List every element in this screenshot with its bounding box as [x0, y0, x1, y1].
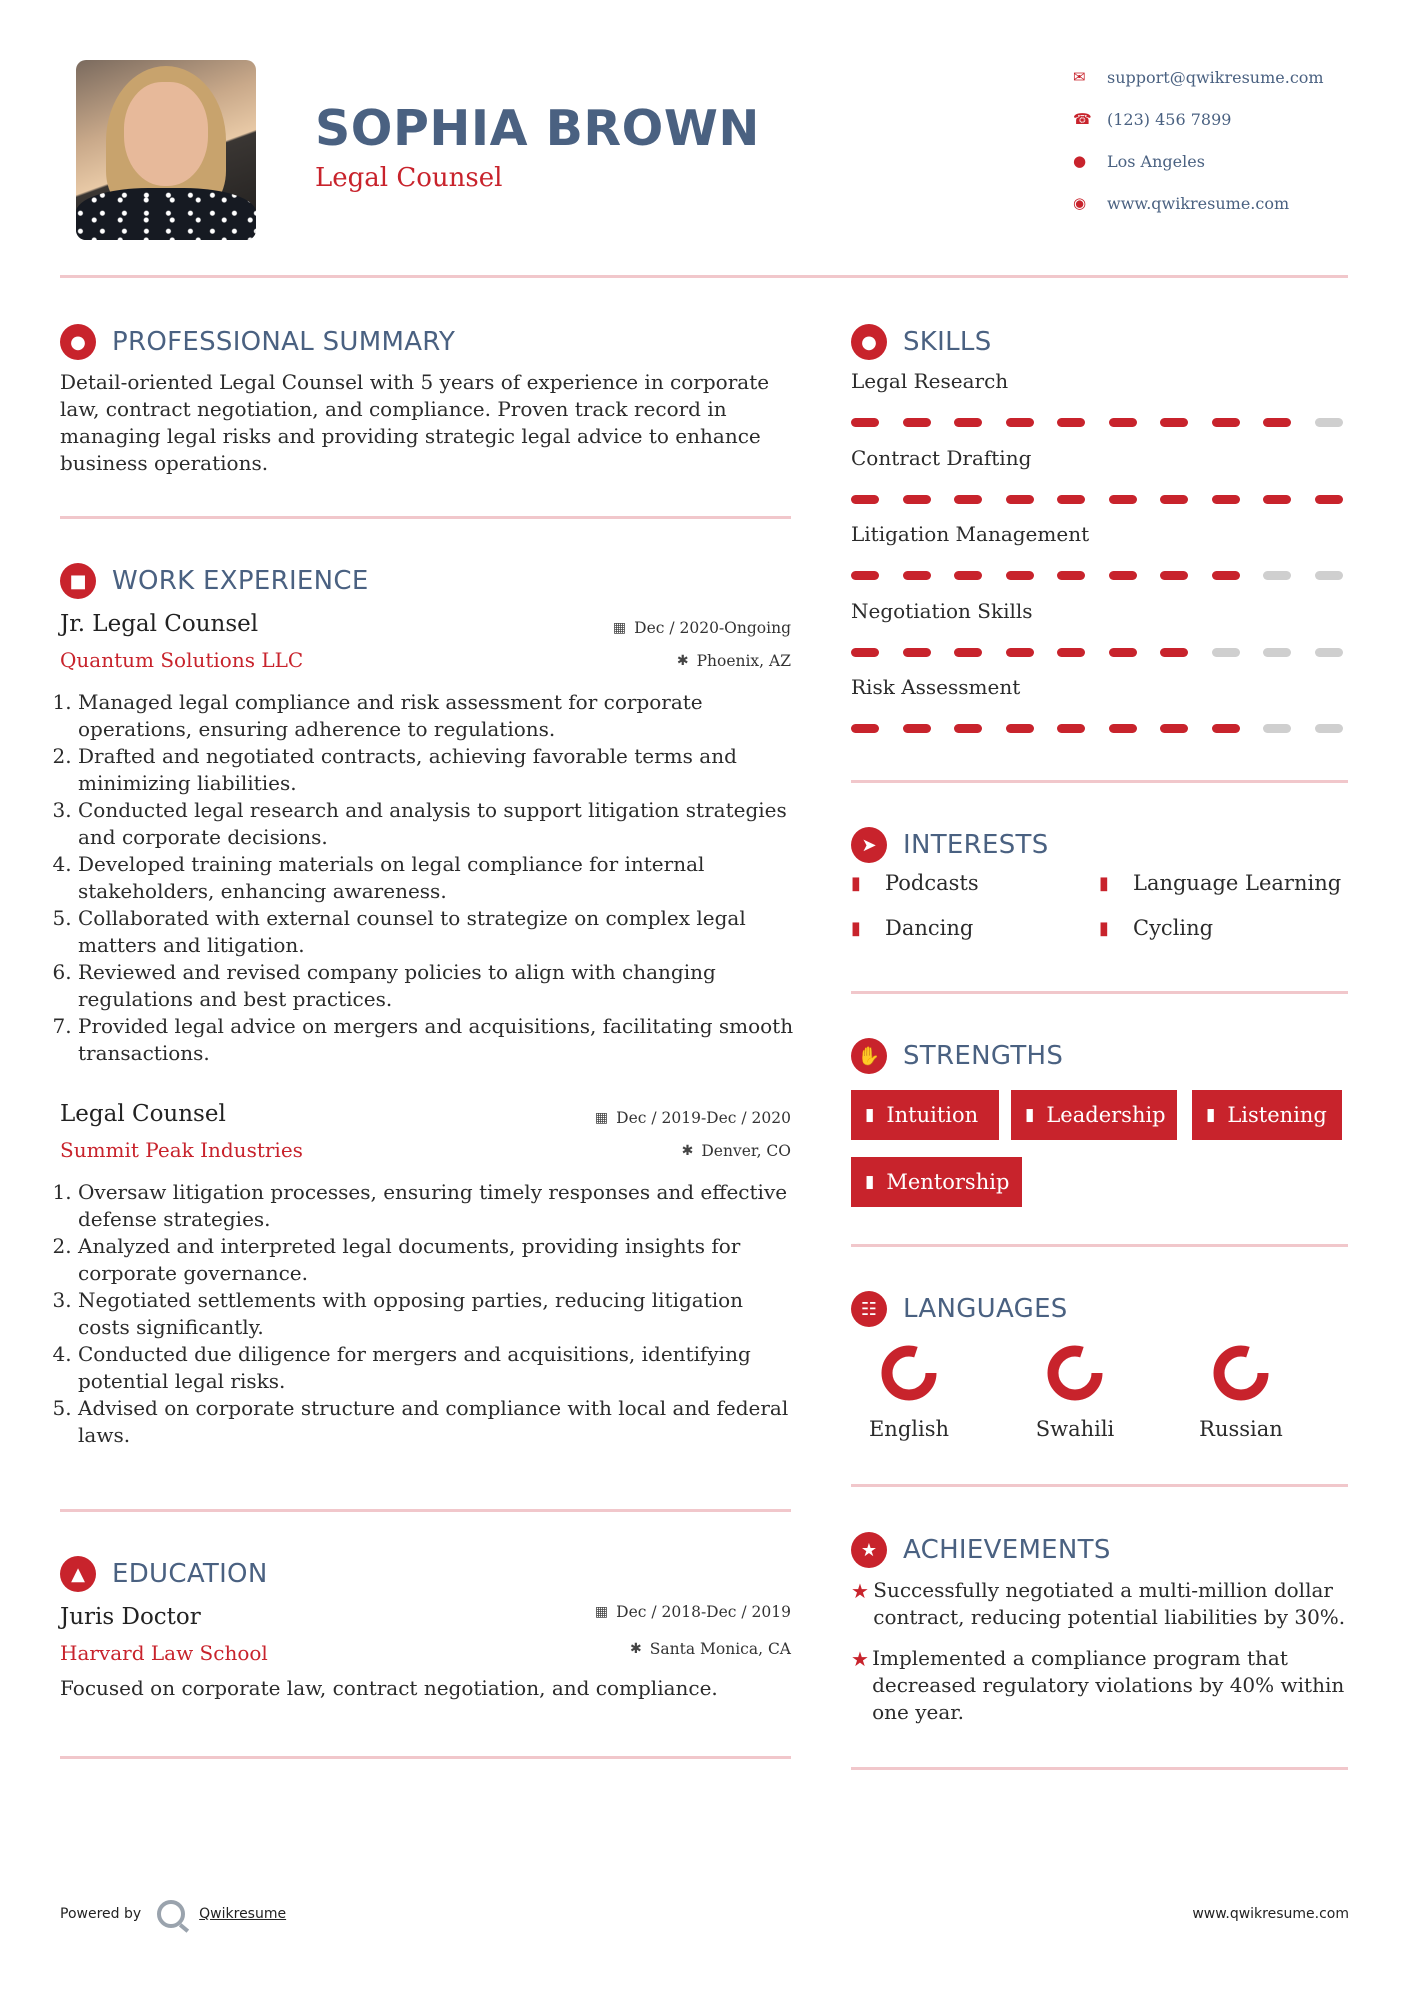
- skill-dash: [1109, 571, 1137, 580]
- language-name: Swahili: [1035, 1417, 1115, 1441]
- interest-item: ▮ Cycling: [1099, 916, 1214, 940]
- list-item: 2. Drafted and negotiated contracts, achieving favorable terms and minimizing liabilities.: [78, 743, 800, 797]
- skill-dash: [1315, 495, 1343, 504]
- interest-item: ▮ Podcasts: [851, 871, 979, 895]
- skill-dash: [954, 724, 982, 733]
- contact-location: ● Los Angeles: [1073, 151, 1205, 171]
- language-item: [1181, 1343, 1301, 1441]
- skill-dash: [851, 648, 879, 657]
- skill-dash: [1006, 648, 1034, 657]
- skill-dash: [954, 571, 982, 580]
- language-name: English: [868, 1417, 950, 1441]
- translate-icon: ☷: [851, 1291, 887, 1327]
- list-item: 5. Advised on corporate structure and compliance with local and federal laws.: [78, 1395, 800, 1449]
- skill-dash: [1057, 648, 1085, 657]
- star-badge-icon: ★: [851, 1532, 887, 1568]
- language-name: Russian: [1199, 1417, 1283, 1441]
- skill-dash: [1160, 418, 1188, 427]
- skill-dash: [851, 495, 879, 504]
- list-item: 6. Reviewed and revised company policies to align with changing regulations and best practices.: [78, 959, 800, 1013]
- achievement-item: ★ Successfully negotiated a multi-million dollar contract, reducing potential liabilities by 30%.: [851, 1578, 1346, 1629]
- list-item: 1. Managed legal compliance and risk assessment for corporate operations, ensuring adherence to regulations.: [78, 689, 800, 743]
- user-icon: ●: [60, 324, 96, 360]
- skill-dash: [1160, 724, 1188, 733]
- paper-plane-icon: ➤: [851, 827, 887, 863]
- book-icon: ▮: [851, 872, 861, 894]
- summary-heading: ● PROFESSIONAL SUMMARY: [60, 324, 455, 360]
- skill-dash: [903, 495, 931, 504]
- languages-heading: ☷ LANGUAGES: [851, 1291, 1068, 1327]
- skill-dash: [1109, 418, 1137, 427]
- list-item: 4. Developed training materials on legal compliance for internal stakeholders, enhancing awareness.: [78, 851, 800, 905]
- footer-powered-by: Powered by Qwikresume: [60, 1900, 286, 1928]
- skill-name: Negotiation Skills: [851, 599, 1033, 623]
- skill-dash: [1315, 418, 1343, 427]
- strength-tag: ▮ Mentorship: [851, 1157, 1022, 1207]
- location-pin-icon: ●: [1073, 152, 1087, 170]
- summary-text: Detail-oriented Legal Counsel with 5 years of experience in corporate law, contract negotiation, and compliance. Proven track record in managing legal risks and providing strategic legal advice to enhance business operations.: [60, 370, 770, 475]
- list-item: 7. Provided legal advice on mergers and acquisitions, facilitating smooth transactions.: [78, 1013, 800, 1067]
- skill-dash: [903, 648, 931, 657]
- list-item: 5. Collaborated with external counsel to strategize on complex legal matters and litigation.: [78, 905, 800, 959]
- job-date: ▦ Dec / 2019-Dec / 2020: [594, 1109, 791, 1127]
- briefcase-icon: ■: [60, 563, 96, 599]
- globe-icon: ◉: [1073, 194, 1087, 212]
- skill-dash: [1212, 724, 1240, 733]
- book-icon: ▮: [1206, 1105, 1216, 1125]
- skill-dash: [1315, 724, 1343, 733]
- skill-dash: [1212, 648, 1240, 657]
- education-date: ▦ Dec / 2018-Dec / 2019: [594, 1603, 791, 1621]
- skill-dash: [1160, 571, 1188, 580]
- skills-divider: [851, 780, 1348, 783]
- strength-tag: ▮ Intuition: [851, 1090, 999, 1140]
- language-level-arc: [1219, 1351, 1263, 1395]
- skill-dash: [903, 418, 931, 427]
- skill-dash: [1263, 495, 1291, 504]
- book-icon: ▮: [1099, 917, 1109, 939]
- job-bullets: [60, 689, 800, 1067]
- skill-name: Risk Assessment: [851, 675, 1021, 699]
- job-bullets: [60, 1179, 800, 1449]
- pushpin-icon: ✱: [630, 1641, 642, 1657]
- skill-dash: [1212, 418, 1240, 427]
- skill-dash: [1263, 724, 1291, 733]
- skill-dash: [1057, 571, 1085, 580]
- interests-heading: ➤ INTERESTS: [851, 827, 1049, 863]
- skill-dash: [1315, 648, 1343, 657]
- strengths-divider: [851, 1244, 1348, 1247]
- education-divider: [60, 1756, 791, 1759]
- list-item: 3. Negotiated settlements with opposing parties, reducing litigation costs significantly.: [78, 1287, 800, 1341]
- summary-divider: [60, 516, 791, 519]
- experience-divider: [60, 1509, 791, 1512]
- footer-url[interactable]: www.qwikresume.com: [1192, 1906, 1349, 1922]
- job-title: Jr. Legal Counsel: [60, 611, 259, 637]
- strengths-heading: ✋ STRENGTHS: [851, 1038, 1063, 1074]
- skill-dash: [954, 648, 982, 657]
- calendar-icon: ▦: [612, 620, 627, 636]
- skills-heading: ● SKILLS: [851, 324, 992, 360]
- skill-dash: [1315, 571, 1343, 580]
- book-icon: ▮: [1025, 1105, 1035, 1125]
- skill-name: Legal Research: [851, 369, 1009, 393]
- profile-photo: [76, 60, 256, 240]
- language-level-ring: [1211, 1343, 1271, 1403]
- interest-item: ▮ Language Learning: [1099, 871, 1342, 895]
- contact-phone[interactable]: ☎ (123) 456 7899: [1073, 109, 1232, 129]
- fist-icon: ✋: [851, 1038, 887, 1074]
- job-location: ✱ Phoenix, AZ: [676, 652, 791, 670]
- contact-email[interactable]: ✉ support@qwikresume.com: [1073, 67, 1324, 87]
- skill-rating-bar: [851, 418, 1343, 427]
- skill-dash: [1006, 724, 1034, 733]
- strength-tag: ▮ Leadership: [1011, 1090, 1177, 1140]
- education-location: ✱ Santa Monica, CA: [630, 1640, 791, 1658]
- achievement-item: ★ Implemented a compliance program that decreased regulatory violations by 40% within one year.: [851, 1646, 1345, 1724]
- envelope-icon: ✉: [1073, 68, 1086, 86]
- skill-dash: [1263, 648, 1291, 657]
- star-icon: ★: [851, 1647, 869, 1671]
- skill-dash: [1057, 418, 1085, 427]
- skill-name: Contract Drafting: [851, 446, 1032, 470]
- calendar-icon: ▦: [594, 1110, 609, 1126]
- skill-dash: [851, 724, 879, 733]
- skill-dash: [1212, 495, 1240, 504]
- interest-item: ▮ Dancing: [851, 916, 974, 940]
- list-item: 1. Oversaw litigation processes, ensuring timely responses and effective defense strategies.: [78, 1179, 800, 1233]
- interests-divider: [851, 991, 1348, 994]
- skill-dash: [1109, 648, 1137, 657]
- skill-dash: [1006, 418, 1034, 427]
- education-text: Focused on corporate law, contract negotiation, and compliance.: [60, 1676, 718, 1700]
- skill-dash: [1212, 571, 1240, 580]
- lightbulb-icon: ●: [851, 324, 887, 360]
- skill-dash: [903, 724, 931, 733]
- phone-icon: ☎: [1073, 110, 1092, 128]
- skill-dash: [1109, 724, 1137, 733]
- education-heading: ▲ EDUCATION: [60, 1556, 268, 1592]
- skill-rating-bar: [851, 495, 1343, 504]
- calendar-icon: ▦: [594, 1604, 609, 1620]
- skill-dash: [851, 571, 879, 580]
- job-date: ▦ Dec / 2020-Ongoing: [612, 619, 791, 637]
- skill-dash: [1263, 571, 1291, 580]
- candidate-title: Legal Counsel: [315, 163, 503, 193]
- job-company: Quantum Solutions LLC: [60, 648, 304, 672]
- pushpin-icon: ✱: [676, 653, 689, 669]
- skill-dash: [1109, 495, 1137, 504]
- skill-dash: [1006, 571, 1034, 580]
- school-name: Harvard Law School: [60, 1641, 268, 1665]
- languages-divider: [851, 1484, 1348, 1487]
- candidate-name: SOPHIA BROWN: [315, 100, 760, 157]
- book-icon: ▮: [865, 1172, 875, 1192]
- skill-rating-bar: [851, 648, 1343, 657]
- language-item: [849, 1343, 969, 1441]
- list-item: 4. Conducted due diligence for mergers and acquisitions, identifying potential legal risks.: [78, 1341, 800, 1395]
- list-item: 3. Conducted legal research and analysis to support litigation strategies and corporate decisions.: [78, 797, 800, 851]
- language-level-ring: [1045, 1343, 1105, 1403]
- header-divider: [60, 275, 1348, 278]
- book-icon: ▮: [865, 1105, 875, 1125]
- experience-heading: ■ WORK EXPERIENCE: [60, 563, 369, 599]
- pushpin-icon: ✱: [681, 1143, 694, 1159]
- skill-dash: [903, 571, 931, 580]
- achievements-divider: [851, 1767, 1348, 1770]
- list-item: 2. Analyzed and interpreted legal documents, providing insights for corporate governance.: [78, 1233, 800, 1287]
- achievements-heading: ★ ACHIEVEMENTS: [851, 1532, 1111, 1568]
- graduation-icon: ▲: [60, 1556, 96, 1592]
- skill-dash: [1160, 648, 1188, 657]
- skill-name: Litigation Management: [851, 522, 1090, 546]
- job-company: Summit Peak Industries: [60, 1138, 303, 1162]
- skill-rating-bar: [851, 571, 1343, 580]
- skill-rating-bar: [851, 724, 1343, 733]
- strength-tag: ▮ Listening: [1192, 1090, 1342, 1140]
- skill-dash: [954, 418, 982, 427]
- skill-dash: [1006, 495, 1034, 504]
- language-level-arc: [1053, 1351, 1097, 1395]
- degree-title: Juris Doctor: [60, 1604, 201, 1630]
- job-title: Legal Counsel: [60, 1101, 226, 1127]
- contact-website[interactable]: ◉ www.qwikresume.com: [1073, 193, 1290, 213]
- language-level-arc: [887, 1351, 931, 1395]
- skill-dash: [1057, 724, 1085, 733]
- language-level-ring: [879, 1343, 939, 1403]
- star-icon: ★: [851, 1579, 869, 1603]
- book-icon: ▮: [1099, 872, 1109, 894]
- contact-list: [1073, 56, 1393, 224]
- skill-dash: [954, 495, 982, 504]
- skill-dash: [1160, 495, 1188, 504]
- skill-dash: [1263, 418, 1291, 427]
- skill-dash: [851, 418, 879, 427]
- book-icon: ▮: [851, 917, 861, 939]
- language-item: [1015, 1343, 1135, 1441]
- qwikresume-link[interactable]: Qwikresume: [199, 1906, 287, 1922]
- job-location: ✱ Denver, CO: [681, 1142, 791, 1160]
- skill-dash: [1057, 495, 1085, 504]
- qwikresume-logo-icon: [157, 1900, 185, 1928]
